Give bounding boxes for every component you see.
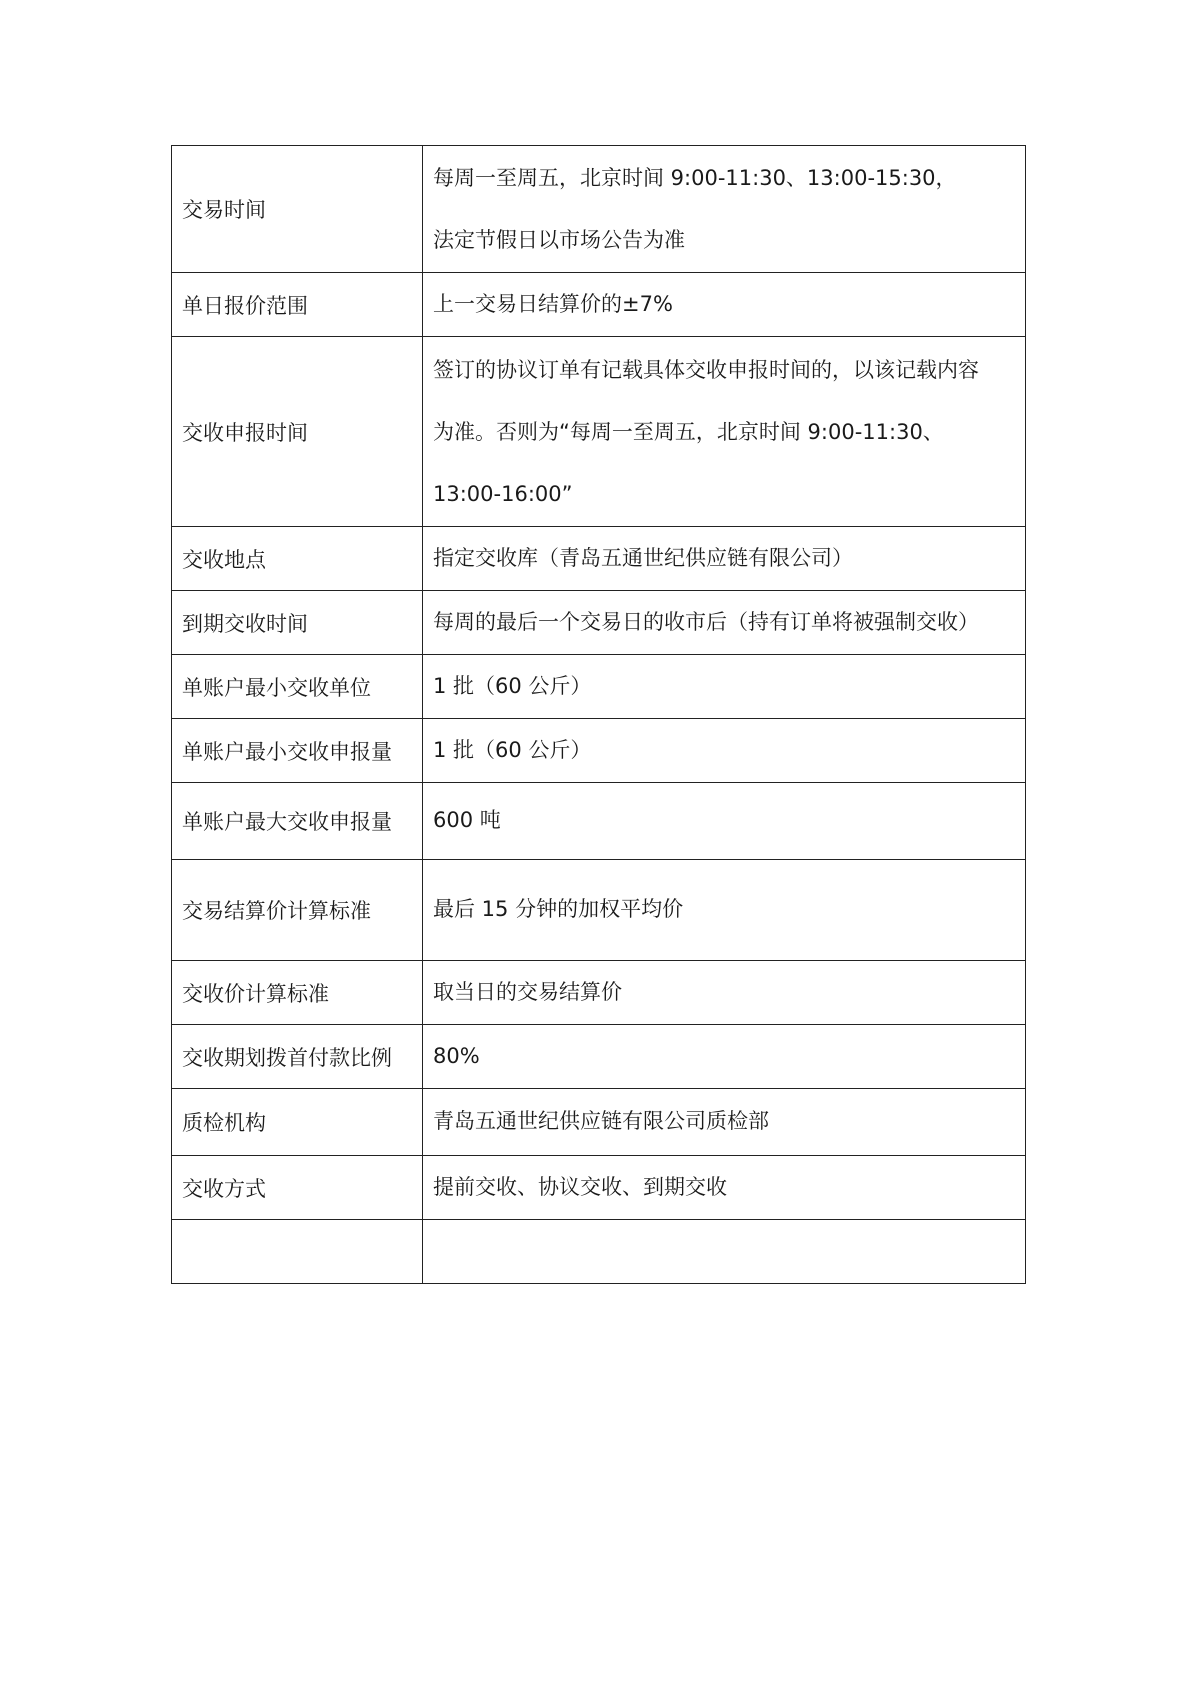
table-row [172,655,1026,719]
row-label: 交收价计算标准 [172,961,423,1025]
row-value [423,527,1026,591]
value-line: 每周一至周五，北京时间 9:00-11:30、13:00-15:30， [433,166,957,190]
table-row [172,1025,1026,1089]
table-row [172,1220,1026,1284]
row-label: 交易时间 [172,146,423,273]
row-label: 交易结算价计算标准 [172,860,423,961]
row-label [172,1220,423,1284]
table-row [172,337,1026,527]
value-line: 80% [433,1043,480,1068]
row-value [423,1220,1026,1284]
row-label: 交收地点 [172,527,423,591]
row-value [423,655,1026,719]
value-line: 提前交收、协议交收、到期交收 [433,1174,727,1199]
row-label: 交收方式 [172,1156,423,1220]
row-label: 到期交收时间 [172,591,423,655]
value-line: 为准。否则为“每周一至周五，北京时间 9:00-11:30、 [433,419,944,444]
spec-table [171,145,1026,1284]
value-line: 1 批（60 公斤） [433,737,592,762]
value-line: 13:00-16:00” [433,481,573,506]
row-value [423,1156,1026,1220]
value-line: 1 批（60 公斤） [433,673,592,698]
table-row [172,146,1026,273]
table-row [172,1156,1026,1220]
row-value [423,146,1026,273]
row-value [423,860,1026,961]
value-line: 每周的最后一个交易日的收市后（持有订单将被强制交收） [433,609,979,634]
value-line: 青岛五通世纪供应链有限公司质检部 [433,1109,769,1134]
table-row [172,860,1026,961]
value-line: 取当日的交易结算价 [433,979,622,1004]
row-label: 单账户最小交收申报量 [172,719,423,783]
value-line: 签订的协议订单有记载具体交收申报时间的，以该记载内容 [433,357,979,382]
table-row [172,527,1026,591]
value-line: 最后 15 分钟的加权平均价 [433,897,684,922]
table-row [172,591,1026,655]
table-row [172,273,1026,337]
row-label: 交收期划拨首付款比例 [172,1025,423,1089]
table-row [172,961,1026,1025]
value-line: 600 吨 [433,808,501,833]
table-row [172,719,1026,783]
row-label: 单日报价范围 [172,273,423,337]
row-label: 单账户最小交收单位 [172,655,423,719]
row-value [423,591,1026,655]
value-line: 法定节假日以市场公告为准 [433,228,685,252]
value-line: 指定交收库（青岛五通世纪供应链有限公司） [433,545,853,570]
row-label: 交收申报时间 [172,337,423,527]
row-label: 单账户最大交收申报量 [172,783,423,860]
row-value [423,1089,1026,1156]
row-label: 质检机构 [172,1089,423,1156]
row-value [423,337,1026,527]
row-value [423,719,1026,783]
row-value [423,783,1026,860]
value-line: 上一交易日结算价的±7% [433,291,673,316]
row-value [423,273,1026,337]
row-value [423,1025,1026,1089]
table-row [172,1089,1026,1156]
table-row [172,783,1026,860]
row-value [423,961,1026,1025]
